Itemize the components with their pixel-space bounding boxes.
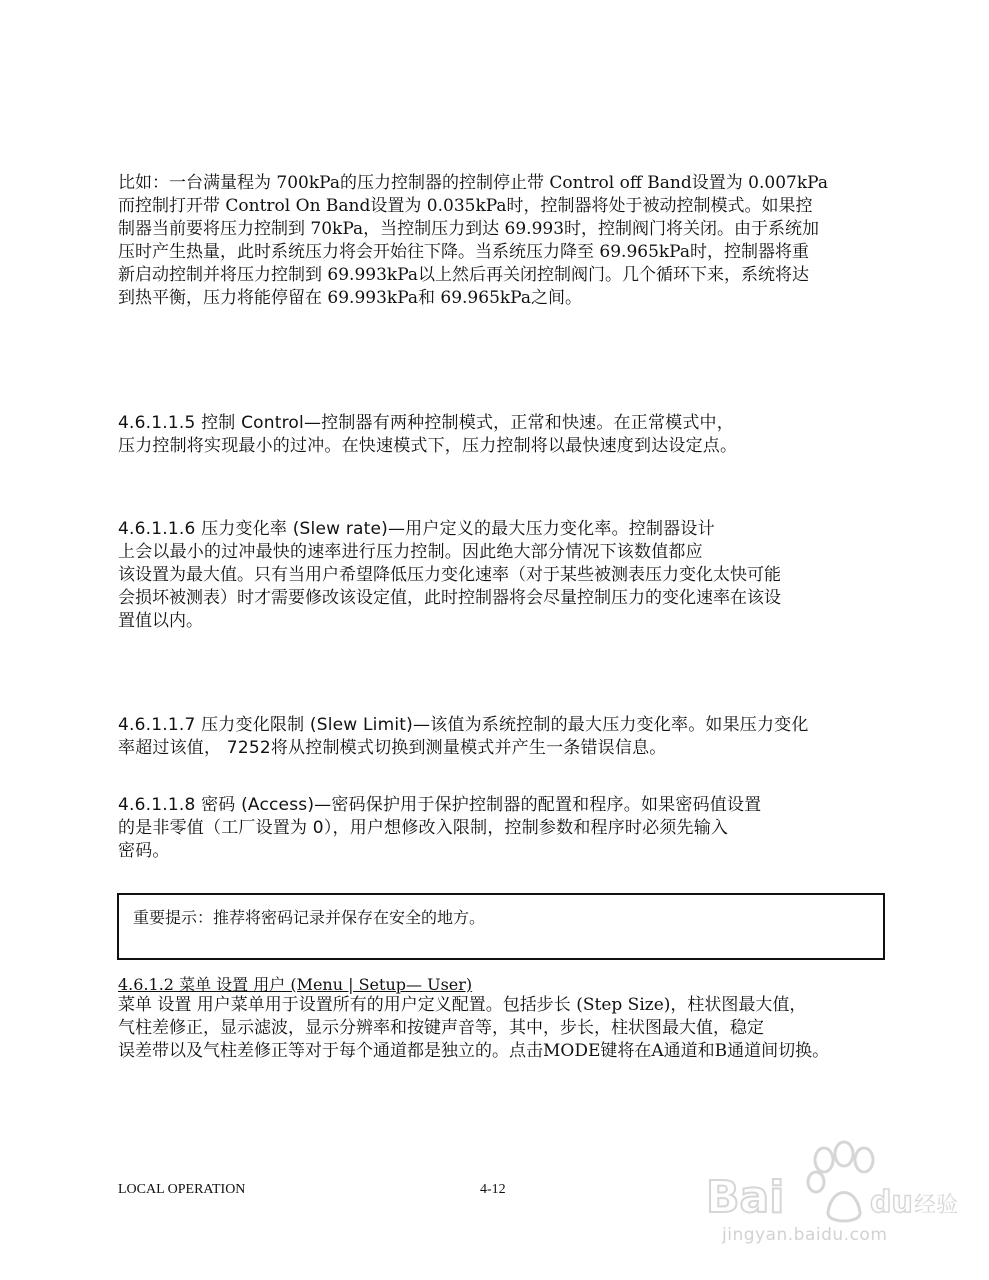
text-line: 密码。 [118, 841, 170, 861]
text-line: 该设置为最大值。只有当用户希望降低压力变化速率（对于某些被测表压力变化太快可能 [118, 565, 781, 585]
text-line: 压力控制将实现最小的过冲。在快速模式下，压力控制将以最快速度到达设定点。 [118, 436, 738, 456]
footer-left: LOCAL OPERATION [118, 1182, 246, 1197]
important-note-box [117, 893, 885, 960]
text-line: 制器当前要将压力控制到 70kPa，当控制压力到达 69.993时，控制阀门将关闭。由于系统加 [118, 219, 820, 239]
text-line: 压时产生热量，此时系统压力将会开始往下降。当系统压力降至 69.965kPa时，控制器将重 [118, 242, 809, 262]
section-slew-rate [118, 518, 888, 633]
heading-text: 4.6.1.2 菜单 设置 用户 (Menu | Setup— User) [118, 975, 473, 994]
section-heading-menu-setup-user [118, 972, 472, 995]
text-line: 新启动控制并将压力控制到 69.993kPa以上然后再关闭控制阀门。几个循环下来，系统将达 [118, 265, 809, 285]
example-paragraph [118, 172, 888, 310]
text-line: 比如：一台满量程为 700kPa的压力控制器的控制停止带 Control off Band设置为 0.007kPa [118, 173, 828, 193]
section-access [118, 794, 888, 863]
text-line: 的是非零值（工厂设置为 0），用户想修改入限制，控制参数和程序时必须先输入 [118, 818, 729, 838]
watermark-brand-suffix: du [870, 1185, 913, 1220]
text-line: 菜单 设置 用户菜单用于设置所有的用户定义配置。包括步长 (Step Size)，柱状图最大值， [118, 995, 807, 1015]
text-line: 4.6.1.1.8 密码 (Access)—密码保护用于保护控制器的配置和程序。如果密码值设置 [118, 795, 762, 815]
section-menu-setup-user-body [118, 994, 888, 1063]
text-line: 置值以内。 [118, 611, 203, 631]
text-line: 气柱差修正，显示滤波，显示分辨率和按键声音等，其中，步长，柱状图最大值，稳定 [118, 1018, 764, 1038]
text-line: 4.6.1.1.5 控制 Control—控制器有两种控制模式，正常和快速。在正常模式中， [118, 413, 734, 433]
watermark-url: jingyan.baidu.com [722, 1225, 888, 1245]
page-number: 4-12 [480, 1182, 506, 1197]
text-line: 率超过该值， 7252将从控制模式切换到测量模式并产生一条错误信息。 [118, 738, 667, 758]
watermark-brand-cn: 经验 [914, 1193, 959, 1218]
text-line: 4.6.1.1.7 压力变化限制 (Slew Limit)—该值为系统控制的最大压力变化率。如果压力变化 [118, 715, 809, 735]
text-line: 上会以最小的过冲最快的速率进行压力控制。因此绝大部分情况下该数值都应 [118, 542, 703, 562]
text-line: 到热平衡，压力将能停留在 69.993kPa和 69.965kPa之间。 [118, 288, 582, 308]
watermark-brand: Bai [706, 1172, 785, 1223]
important-note-text: 重要提示：推荐将密码记录并保存在安全的地方。 [133, 908, 486, 927]
text-line: 会损坏被测表）时才需要修改该设定值，此时控制器将会尽量控制压力的变化速率在该设 [118, 588, 781, 608]
text-line: 而控制打开带 Control On Band设置为 0.035kPa时，控制器将处于被动控制模式。如果控 [118, 196, 813, 216]
section-control [118, 412, 888, 458]
text-line: 4.6.1.1.6 压力变化率 (Slew rate)—用户定义的最大压力变化率。控制器设计 [118, 519, 715, 539]
text-line: 误差带以及气柱差修正等对于每个通道都是独立的。点击MODE键将在A通道和B通道间切换。 [118, 1041, 830, 1061]
section-slew-limit [118, 714, 888, 760]
